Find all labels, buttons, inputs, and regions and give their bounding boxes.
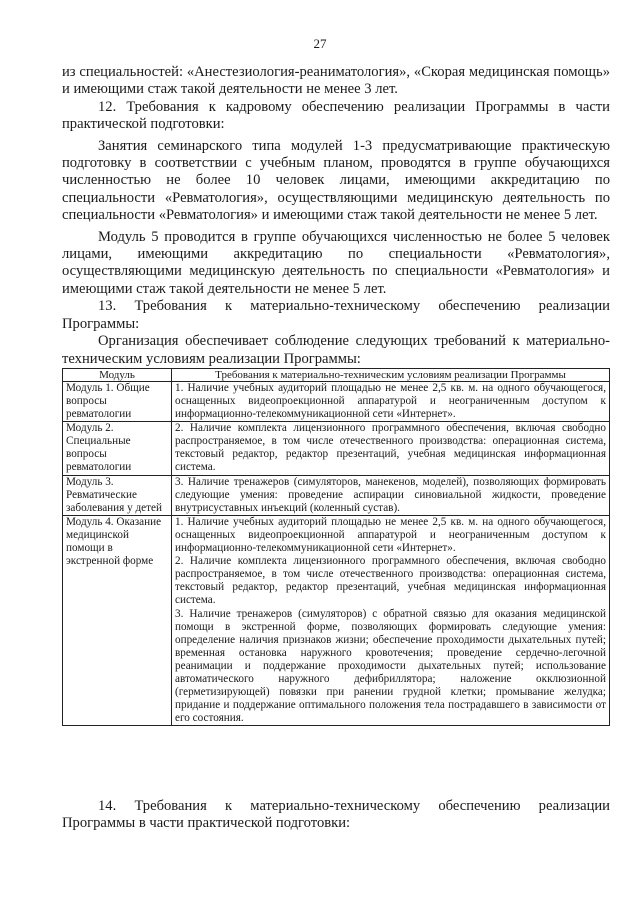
requirement-item: 2. Наличие комплекта лицензионного программного обеспечения, включая свободно распространяемое, в том числе отечественного производства: операционная система, текстовый редактор, редактор презентаций, учебная медицинская информационная система. [175,422,606,474]
requirements-cell [172,515,610,726]
requirement-item: 3. Наличие тренажеров (симуляторов) с обратной связью для оказания медицинской помощи в экстренной форме, позволяющих формировать следующие умения: определение наличия признаков жизни; обеспечение проходимости дыхательных путей; временная остановка наружного кровотечения; проведение сердечно-легочной реанимации и поддержание проходимости дыхательных путей; использование автоматического наружного дефибриллятора; наложение окклюзионной (герметизирующей) повязки при ранении грудной клетки; промывание желудка; придание и поддержание оптимального положения тела пострадавшего в зависимости от его состояния. [175,607,606,725]
table-header-module: Модуль [63,368,172,381]
requirements-cell [172,381,610,421]
table-row [63,515,610,726]
module-cell: Модуль 1. Общие вопросы ревматологии [63,381,172,421]
requirement-item: 1. Наличие учебных аудиторий площадью не менее 2,5 кв. м. на одного обучающегося, оснащенных видеопроекционной аппаратурой и неограниченным доступом к информационно-телекоммуникационной сети «Интернет». [175,381,606,421]
requirements-cell [172,422,610,475]
requirements-table [62,368,610,726]
module-cell: Модуль 4. Оказание медицинской помощи в экстренной форме [63,515,172,726]
module-cell: Модуль 3. Ревматические заболевания у детей [63,475,172,515]
table-row [63,422,610,475]
requirement-item: 1. Наличие учебных аудиторий площадью не менее 2,5 кв. м. на одного обучающегося, оснащенных видеопроекционной аппаратурой и неограниченным доступом к информационно-телекоммуникационной сети «Интернет». [175,515,606,555]
page-number: 27 [313,36,327,51]
section-13-paragraph: Организация обеспечивает соблюдение следующих требований к материально-техническим условиям реализации Программы: [62,333,610,367]
table-header-row [63,368,610,381]
document-body [62,64,610,726]
section-14-heading: 14. Требования к материально-техническому обеспечению реализации Программы в части практической подготовки: [62,798,610,832]
section-12-paragraph-2: Модуль 5 проводится в группе обучающихся численностью не более 5 человек лицами, имеющими аккредитацию по специальности «Ревматология», осуществляющими медицинскую деятельность по специальности «Ревматология» и имеющими стаж такой деятельности не менее 5 лет. [62,228,610,297]
table-row [63,381,610,421]
requirement-item: 3. Наличие тренажеров (симуляторов, манекенов, моделей), позволяющих формировать следующие умения: проведение аспирации синовиальной жидкости, проведение внутрисуставных инъекций (коленный сустав). [175,475,606,514]
section-14 [62,798,610,833]
section-13-heading: 13. Требования к материально-техническому обеспечению реализации Программы: [62,298,610,332]
table-row [63,475,610,515]
paragraph-continuation: из специальностей: «Анестезиология-реаниматология», «Скорая медицинская помощь» и имеющими стаж такой деятельности не менее 3 лет. [62,64,610,98]
section-12-heading: 12. Требования к кадровому обеспечению реализации Программы в части практической подготовки: [62,98,610,133]
requirement-item: 2. Наличие комплекта лицензионного программного обеспечения, включая свободно распространяемое, в том числе отечественного производства: операционная система, текстовый редактор, редактор презентаций, учебная медицинская информационная система. [175,555,606,607]
module-cell: Модуль 2. Специальные вопросы ревматологии [63,422,172,475]
section-12-paragraph-1: Занятия семинарского типа модулей 1-3 предусматривающие практическую подготовку в соответствии с учебным планом, проводятся в группе обучающихся численностью не более 10 человек лицами, имеющими аккредитацию по специальности «Ревматология», осуществляющими медицинскую деятельность по специальности «Ревматология» и имеющими стаж такой деятельности не менее 5 лет. [62,137,610,224]
table-header-requirements: Требования к материально-техническим условиям реализации Программы [172,368,610,381]
requirements-cell [172,475,610,515]
